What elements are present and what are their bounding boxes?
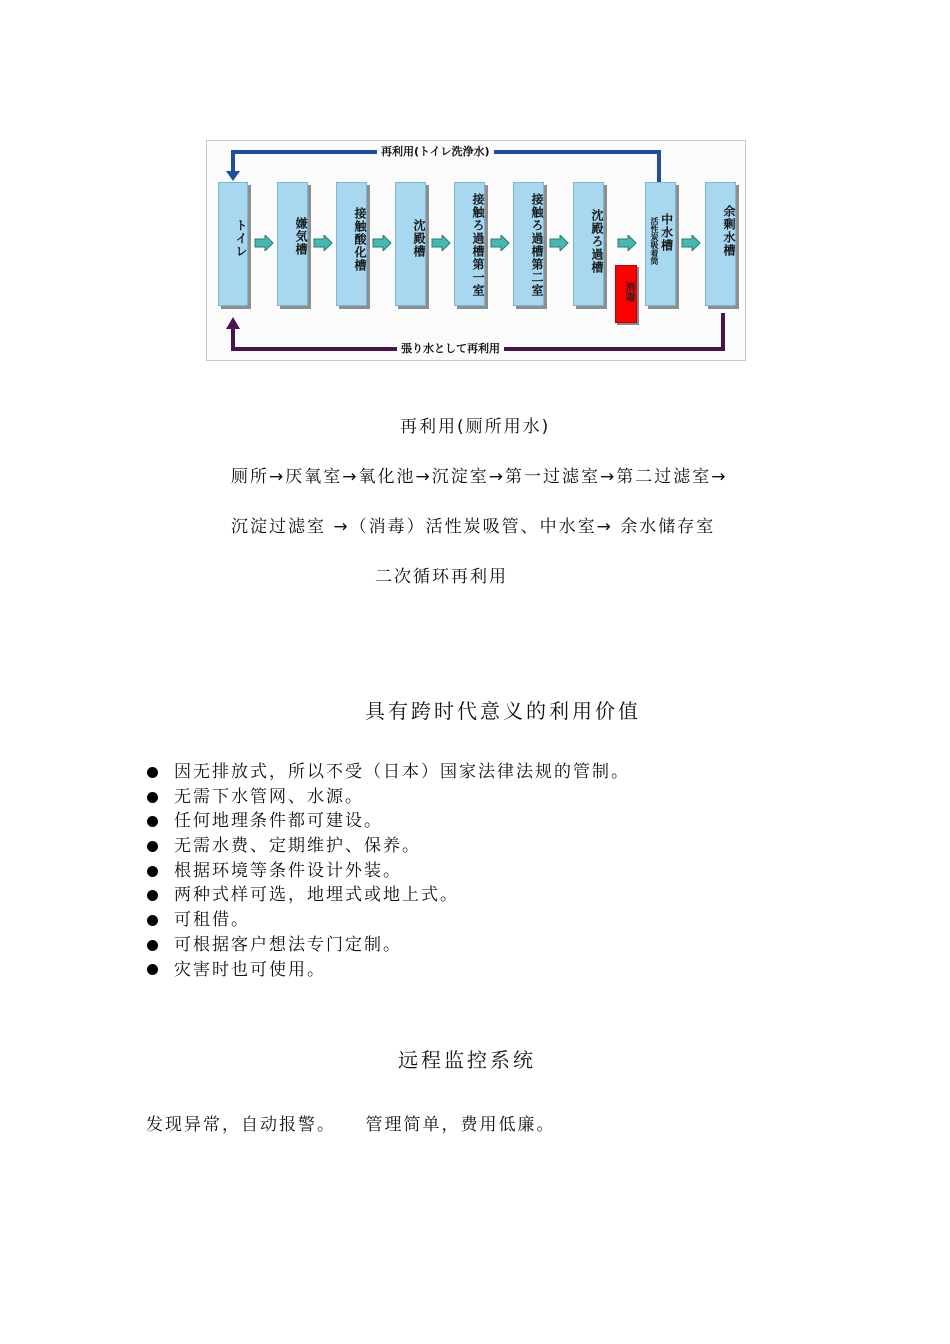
- list-item: 因无排放式，所以不受（日本）国家法律法规的管制。: [146, 760, 630, 785]
- flow-line-1: 厕所→厌氧室→氧化池→沉淀室→第一过滤室→第二过滤室→: [231, 467, 728, 487]
- list-item: 可根据客户想法专门定制。: [146, 933, 630, 958]
- top-loop-arrowhead: [226, 171, 240, 181]
- process-flow-diagram: [206, 140, 746, 361]
- stage-sediment-filter: 沈殿ろ過槽: [573, 182, 604, 306]
- stage-gray-water: 中水槽 活性炭吸着筒: [645, 182, 676, 306]
- monitor-section-heading: 远程监控系统: [398, 1048, 536, 1072]
- stage-anaerobic: 嫌気槽: [277, 182, 308, 306]
- flow-arrow-icon: [313, 235, 333, 251]
- bullet-icon: [147, 866, 158, 877]
- stage-contact-oxidation: 接触酸化槽: [336, 182, 367, 306]
- flow-caption-recycle: 二次循环再利用: [375, 567, 508, 587]
- flow-arrow-icon: [372, 235, 392, 251]
- bottom-loop-arrowhead: [226, 317, 240, 329]
- list-item: 根据环境等条件设计外装。: [146, 859, 630, 884]
- bullet-icon: [147, 767, 158, 778]
- flow-arrow-icon: [490, 235, 510, 251]
- top-loop-label: 再利用(トイレ洗浄水): [377, 145, 494, 159]
- stage-toilet: トイレ: [218, 182, 248, 306]
- monitor-section-body: 发现异常，自动报警。 管理简单，费用低廉。: [146, 1115, 556, 1135]
- bullet-icon: [147, 940, 158, 951]
- flow-arrow-icon: [681, 235, 701, 251]
- flow-arrow-icon: [617, 235, 637, 251]
- list-item: 任何地理条件都可建设。: [146, 809, 630, 834]
- bottom-loop-label: 張り水として再利用: [397, 342, 504, 356]
- stage-sedimentation: 沈殿槽: [395, 182, 426, 306]
- bullet-icon: [147, 792, 158, 803]
- bullet-icon: [147, 841, 158, 852]
- value-section-heading: 具有跨时代意义的利用价值: [365, 699, 641, 723]
- stage-surplus-water: 余剰水槽: [705, 182, 736, 306]
- bullet-icon: [147, 964, 158, 975]
- flow-arrow-icon: [431, 235, 451, 251]
- stage-filter-1: 接触ろ過槽第一室: [454, 182, 485, 306]
- disinfection-unit: 消毒: [615, 265, 637, 323]
- flow-line-2: 沉淀过滤室 →（消毒）活性炭吸管、中水室→ 余水储存室: [231, 517, 716, 537]
- bullet-icon: [147, 816, 158, 827]
- list-item: 两种式样可选，地埋式或地上式。: [146, 883, 630, 908]
- list-item: 无需水费、定期维护、保养。: [146, 834, 630, 859]
- list-item: 灾害时也可使用。: [146, 958, 630, 983]
- bullet-icon: [147, 915, 158, 926]
- list-item: 无需下水管网、水源。: [146, 785, 630, 810]
- list-item: 可租借。: [146, 908, 630, 933]
- bullet-icon: [147, 890, 158, 901]
- stage-filter-2: 接触ろ過槽第二室: [513, 182, 544, 306]
- flow-caption-reuse: 再利用(厕所用水): [400, 417, 551, 437]
- flow-arrow-icon: [549, 235, 569, 251]
- value-list: [146, 760, 630, 982]
- flow-arrow-icon: [254, 235, 274, 251]
